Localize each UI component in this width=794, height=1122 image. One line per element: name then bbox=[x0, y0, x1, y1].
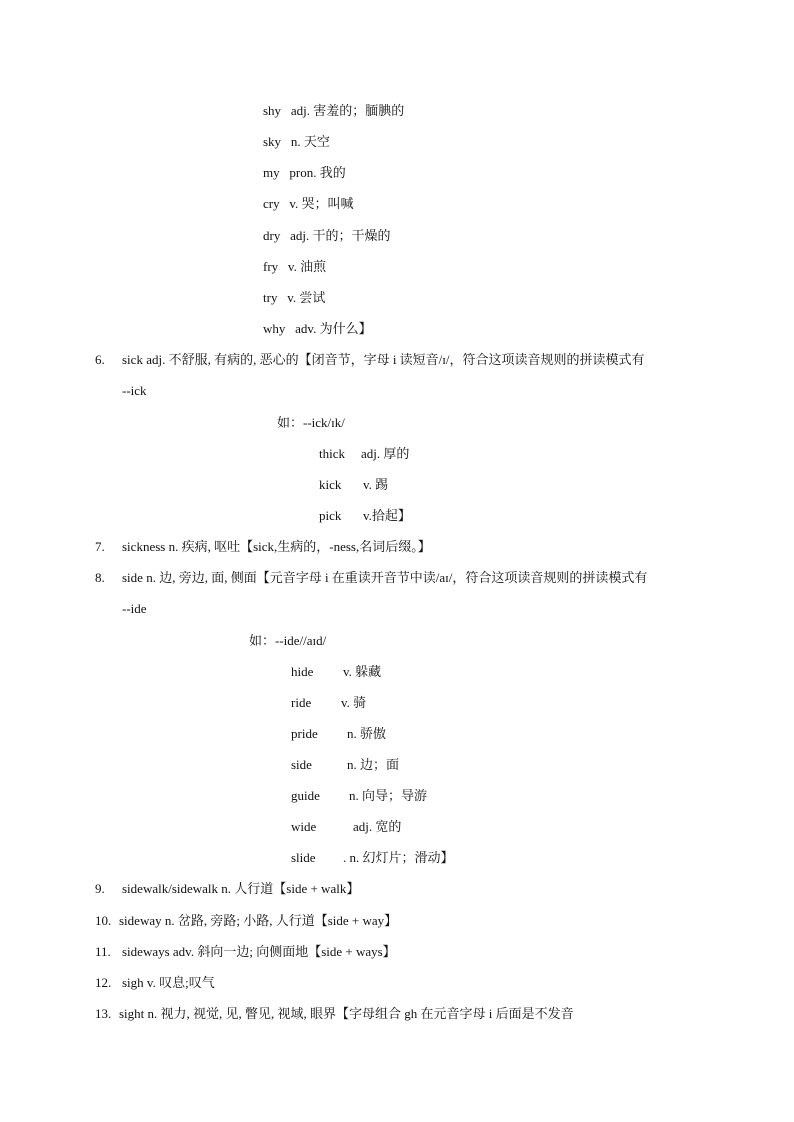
word-row bbox=[263, 165, 346, 181]
word: kick bbox=[319, 477, 342, 492]
entry-number: 9. bbox=[95, 881, 105, 896]
meaning: adj. 干的；干燥的 bbox=[290, 228, 391, 243]
meaning: v. 油煎 bbox=[287, 259, 327, 274]
meaning: adj. 宽的 bbox=[353, 819, 402, 834]
word: sky bbox=[263, 134, 282, 149]
meaning: v. 骑 bbox=[341, 695, 367, 710]
entry-continuation: --ide bbox=[122, 601, 147, 616]
entry-text: sight n. 视力, 视觉, 见, 瞥见, 视域, 眼界【字母组合 gh 在元音字母 i 后面是不发音 bbox=[119, 1006, 574, 1021]
entry-number: 6. bbox=[95, 352, 105, 367]
word: side bbox=[291, 757, 312, 772]
entry-text: side n. 边, 旁边, 面, 侧面【元音字母 i 在重读开音节中读/aɪ/，符合这项读音规则的拼读模式有 bbox=[122, 570, 648, 585]
meaning: n. 骄傲 bbox=[347, 726, 387, 741]
word: dry bbox=[263, 228, 281, 243]
word-row bbox=[263, 228, 390, 244]
word-row bbox=[263, 196, 354, 212]
meaning: . n. 幻灯片；滑动】 bbox=[343, 850, 454, 865]
word-row bbox=[263, 103, 404, 119]
word-row bbox=[263, 259, 326, 275]
word: pick bbox=[319, 508, 342, 523]
entry-number: 8. bbox=[95, 570, 105, 585]
word: slide bbox=[291, 850, 316, 865]
meaning: v. 踢 bbox=[363, 477, 389, 492]
meaning: n. 边；面 bbox=[347, 757, 400, 772]
entry-text: sideway n. 岔路, 旁路; 小路, 人行道【side + way】 bbox=[119, 913, 398, 928]
entry-text: sickness n. 疾病, 呕吐【sick,生病的，-ness,名词后缀。】 bbox=[122, 539, 431, 554]
word: hide bbox=[291, 664, 314, 679]
meaning: v.拾起】 bbox=[363, 508, 411, 523]
word: shy bbox=[263, 103, 282, 118]
word: my bbox=[263, 165, 280, 180]
meaning: n. 天空 bbox=[290, 134, 330, 149]
entry-number: 7. bbox=[95, 539, 105, 554]
meaning: pron. 我的 bbox=[289, 165, 346, 180]
meaning: adj. 害羞的；腼腆的 bbox=[290, 103, 405, 118]
entry-continuation: --ick bbox=[122, 383, 147, 398]
word: fry bbox=[263, 259, 279, 274]
word: pride bbox=[291, 726, 318, 741]
entry-text: sick adj. 不舒服, 有病的, 恶心的【闭音节，字母 i 读短音/ɪ/，符合这项读音规则的拼读模式有 bbox=[122, 352, 645, 367]
meaning: adv. 为什么】 bbox=[295, 321, 372, 336]
meaning: v. 哭；叫喊 bbox=[289, 196, 354, 211]
word-row bbox=[263, 134, 330, 150]
example-heading: 如：--ick/ɪk/ bbox=[277, 415, 345, 430]
entry-number: 12. bbox=[95, 975, 112, 990]
entry-number: 11. bbox=[95, 944, 111, 959]
word: ride bbox=[291, 695, 312, 710]
entry-number: 10. bbox=[95, 913, 112, 928]
entry-text: sigh v. 叹息;叹气 bbox=[122, 975, 215, 990]
example-heading: 如：--ide//aɪd/ bbox=[249, 633, 327, 648]
entry-text: sideways adv. 斜向一边; 向侧面地【side + ways】 bbox=[122, 944, 396, 959]
word: try bbox=[263, 290, 278, 305]
word: wide bbox=[291, 819, 317, 834]
word-row bbox=[263, 321, 372, 337]
word: cry bbox=[263, 196, 280, 211]
meaning: v. 尝试 bbox=[287, 290, 326, 305]
meaning: adj. 厚的 bbox=[361, 446, 410, 461]
entry-text: sidewalk/sidewalk n. 人行道【side + walk】 bbox=[122, 881, 360, 896]
meaning: n. 向导；导游 bbox=[349, 788, 428, 803]
entry-number: 13. bbox=[95, 1006, 112, 1021]
word-row bbox=[263, 290, 325, 306]
meaning: v. 躲藏 bbox=[343, 664, 382, 679]
word: guide bbox=[291, 788, 320, 803]
word: thick bbox=[319, 446, 345, 461]
word: why bbox=[263, 321, 286, 336]
